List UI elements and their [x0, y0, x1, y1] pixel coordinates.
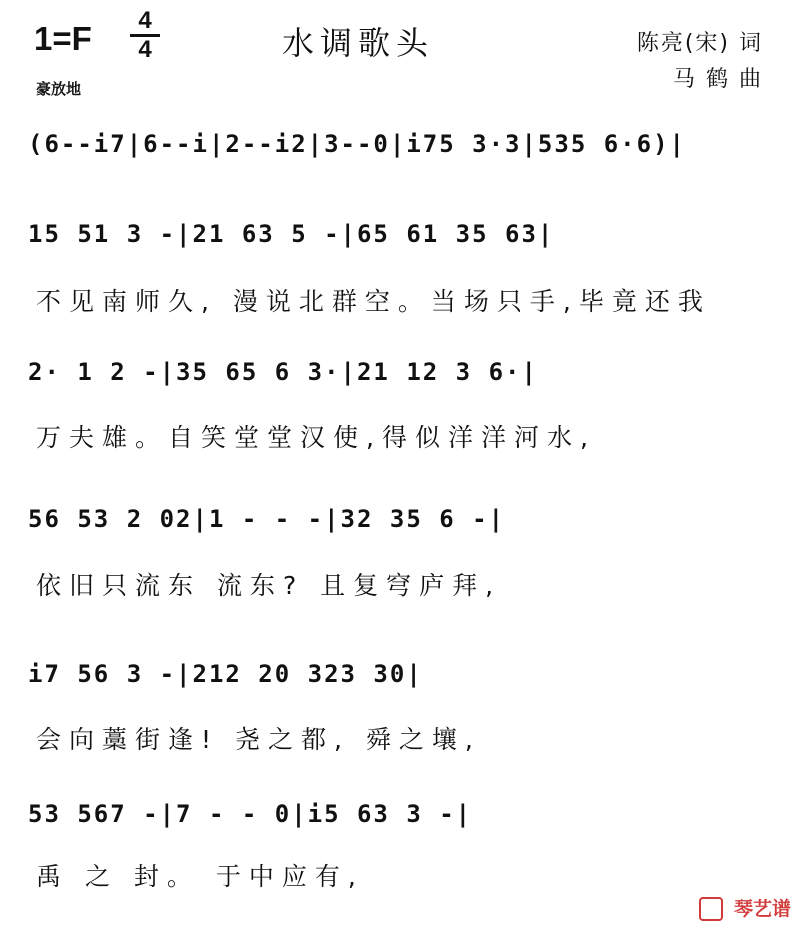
composer-credit: 马 鹤 曲 [673, 67, 763, 92]
site-watermark [699, 894, 791, 922]
lyricist-credit: 陈亮(宋) 词 [636, 31, 763, 56]
lyric-line-5: 会向藁街逢! 尧之都, 舜之壤, [36, 725, 481, 754]
lyric-line-6: 禹 之 封。 于中应有, [36, 862, 364, 891]
watermark-logo-icon [699, 897, 723, 921]
notation-line-5: i7 56 3 -|212 20 323 30| [28, 660, 423, 688]
lyric-line-4: 依旧只流东 流东? 且复穹庐拜, [36, 571, 502, 600]
notation-line-3: 2· 1 2 -|35 65 6 3·|21 12 3 6·| [28, 358, 538, 386]
notation-line-4: 56 53 2 02|1 - - -|32 35 6 -| [28, 505, 506, 533]
notation-line-2: 15 51 3 -|21 63 5 -|65 61 35 63| [28, 220, 555, 248]
lyric-line-2: 不见南师久, 漫说北群空。当场只手,毕竟还我 [36, 287, 711, 316]
lyric-line-3: 万夫雄。自笑堂堂汉使,得似洋洋河水, [36, 423, 596, 452]
notation-line-6: 53 567 -|7 - - 0|i5 63 3 -| [28, 800, 473, 828]
key-signature: 1=F [34, 20, 92, 57]
time-signature-bottom: 4 [138, 36, 152, 63]
song-title: 水调歌头 [282, 24, 435, 62]
time-signature [128, 8, 162, 63]
time-signature-top: 4 [138, 7, 152, 34]
watermark-text: 琴艺谱 [733, 897, 791, 920]
tempo-marking: 豪放地 [36, 80, 82, 98]
notation-line-1: (6--i7|6--i|2--i2|3--0|i75 3·3|535 6·6)| [28, 130, 686, 158]
